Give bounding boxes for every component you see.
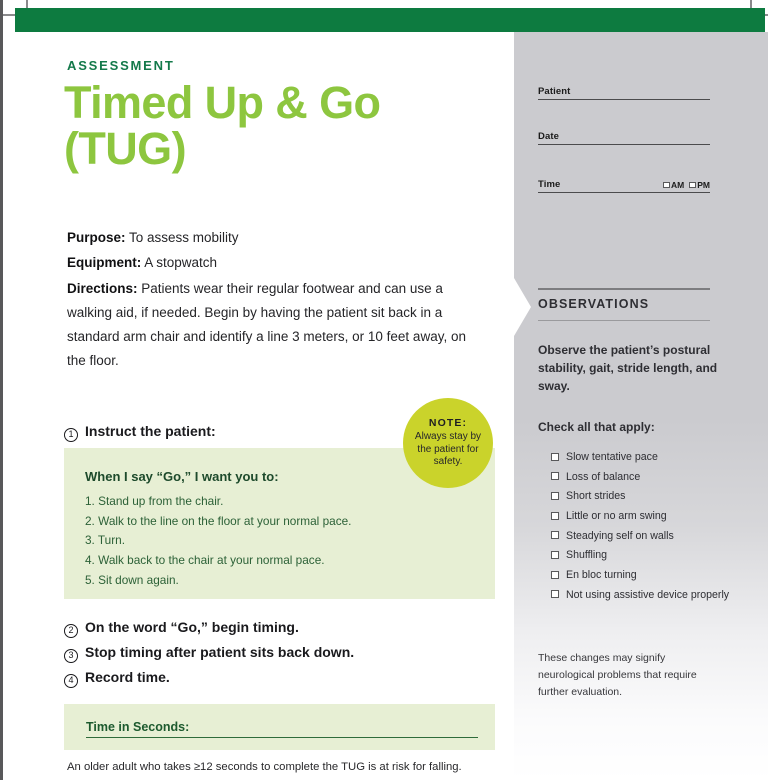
observations-footer: These changes may signify neurological problems that require further evaluation.: [538, 652, 697, 698]
list-item: 1. Stand up from the chair.: [85, 494, 224, 508]
page-title: Timed Up & Go (TUG): [64, 77, 381, 174]
note-bubble: [403, 398, 493, 488]
step-4: [64, 669, 170, 687]
step-2-number: 2: [64, 624, 78, 638]
purpose-label: Purpose:: [67, 230, 126, 245]
list-item-label: Loss of balance: [566, 470, 641, 483]
step-2-text: On the word “Go,” begin timing.: [85, 619, 299, 635]
observations-lead: Observe the patient’s postural stability, gait, stride length, and sway.: [538, 343, 718, 394]
list-item[interactable]: [551, 509, 731, 523]
observations-rule-top: [538, 288, 710, 290]
pm-label: PM: [697, 180, 710, 190]
checkbox[interactable]: [551, 492, 559, 500]
purpose-text: To assess mobility: [125, 230, 239, 245]
list-item-label: Little or no arm swing: [566, 510, 667, 523]
step-4-number: 4: [64, 674, 78, 688]
time-in-seconds-label: Time in Seconds:: [86, 720, 190, 734]
step-1-number: 1: [64, 428, 78, 442]
step-2: [64, 619, 299, 637]
checkbox[interactable]: [551, 512, 559, 520]
list-item: 2. Walk to the line on the floor at your normal pace.: [85, 513, 352, 528]
time-field[interactable]: [538, 179, 710, 193]
checkbox[interactable]: [551, 590, 559, 598]
list-item[interactable]: [551, 489, 731, 503]
directions-line: [67, 277, 467, 373]
step-3: [64, 644, 354, 662]
checkbox[interactable]: [551, 551, 559, 559]
list-item[interactable]: [551, 568, 731, 582]
observations-rule-bottom: [538, 320, 710, 321]
list-item[interactable]: [551, 548, 731, 562]
am-checkbox-group[interactable]: [663, 180, 684, 190]
list-item-label: Short strides: [566, 490, 626, 503]
note-title: NOTE:: [428, 417, 468, 430]
list-item[interactable]: [551, 450, 731, 464]
instruction-box-heading: When I say “Go,” I want you to:: [85, 469, 279, 484]
checkbox[interactable]: [551, 531, 559, 539]
step-3-text: Stop timing after patient sits back down.: [85, 644, 355, 660]
checkbox[interactable]: [551, 453, 559, 461]
observations-checklist: [551, 450, 731, 607]
list-item: 4. Walk back to the chair at your normal pace.: [85, 553, 325, 568]
patient-field[interactable]: [538, 86, 710, 100]
list-item-label: Shuffling: [566, 549, 608, 562]
masthead-green-bar: [15, 8, 765, 32]
step-1-text: Instruct the patient:: [85, 423, 216, 439]
checkbox[interactable]: [551, 472, 559, 480]
list-item: 3. Turn.: [85, 533, 125, 548]
time-field-label: Time: [538, 179, 561, 190]
directions-label: Directions:: [67, 281, 138, 297]
list-item[interactable]: [551, 588, 731, 602]
am-pm-group[interactable]: [663, 180, 710, 190]
page-edge-rule: [0, 0, 3, 780]
patient-field-label: Patient: [538, 86, 571, 97]
list-item-label: En bloc turning: [566, 569, 637, 582]
pm-checkbox[interactable]: [689, 182, 696, 189]
purpose-line: [67, 228, 467, 249]
list-item[interactable]: [551, 470, 731, 484]
list-item: 5. Sit down again.: [85, 572, 179, 587]
step-1: [64, 423, 216, 441]
directions-text: Patients wear their regular footwear and can use a walking aid, if needed. Begin by having the patient sit back in a standard arm chair and identify a line 3 meters, or 10 feet away, on the floor.: [67, 281, 466, 369]
checkbox[interactable]: [551, 571, 559, 579]
pm-checkbox-group[interactable]: [689, 180, 710, 190]
note-body: Always stay by the patient for safety.: [414, 431, 482, 468]
list-item-label: Steadying self on walls: [566, 529, 674, 542]
equipment-line: [67, 253, 467, 274]
observations-title: OBSERVATIONS: [538, 297, 650, 311]
time-in-seconds-field[interactable]: [86, 720, 478, 738]
am-checkbox[interactable]: [663, 182, 670, 189]
footnote: An older adult who takes ≥12 seconds to complete the TUG is at risk for falling.: [67, 761, 462, 773]
date-field[interactable]: [538, 131, 710, 145]
step-3-number: 3: [64, 649, 78, 663]
list-item-label: Slow tentative pace: [566, 451, 658, 463]
step-4-text: Record time.: [85, 669, 170, 685]
date-field-label: Date: [538, 131, 559, 142]
am-label: AM: [671, 180, 685, 190]
equipment-text: A stopwatch: [141, 254, 218, 270]
page-kicker: ASSESSMENT: [67, 58, 175, 73]
instruction-list: [85, 492, 351, 590]
list-item[interactable]: [551, 529, 731, 543]
meta-block: [67, 228, 467, 377]
equipment-label: Equipment:: [67, 254, 142, 270]
list-item-label: Not using assistive device properly: [566, 588, 730, 601]
observations-check-heading: Check all that apply:: [538, 420, 655, 434]
